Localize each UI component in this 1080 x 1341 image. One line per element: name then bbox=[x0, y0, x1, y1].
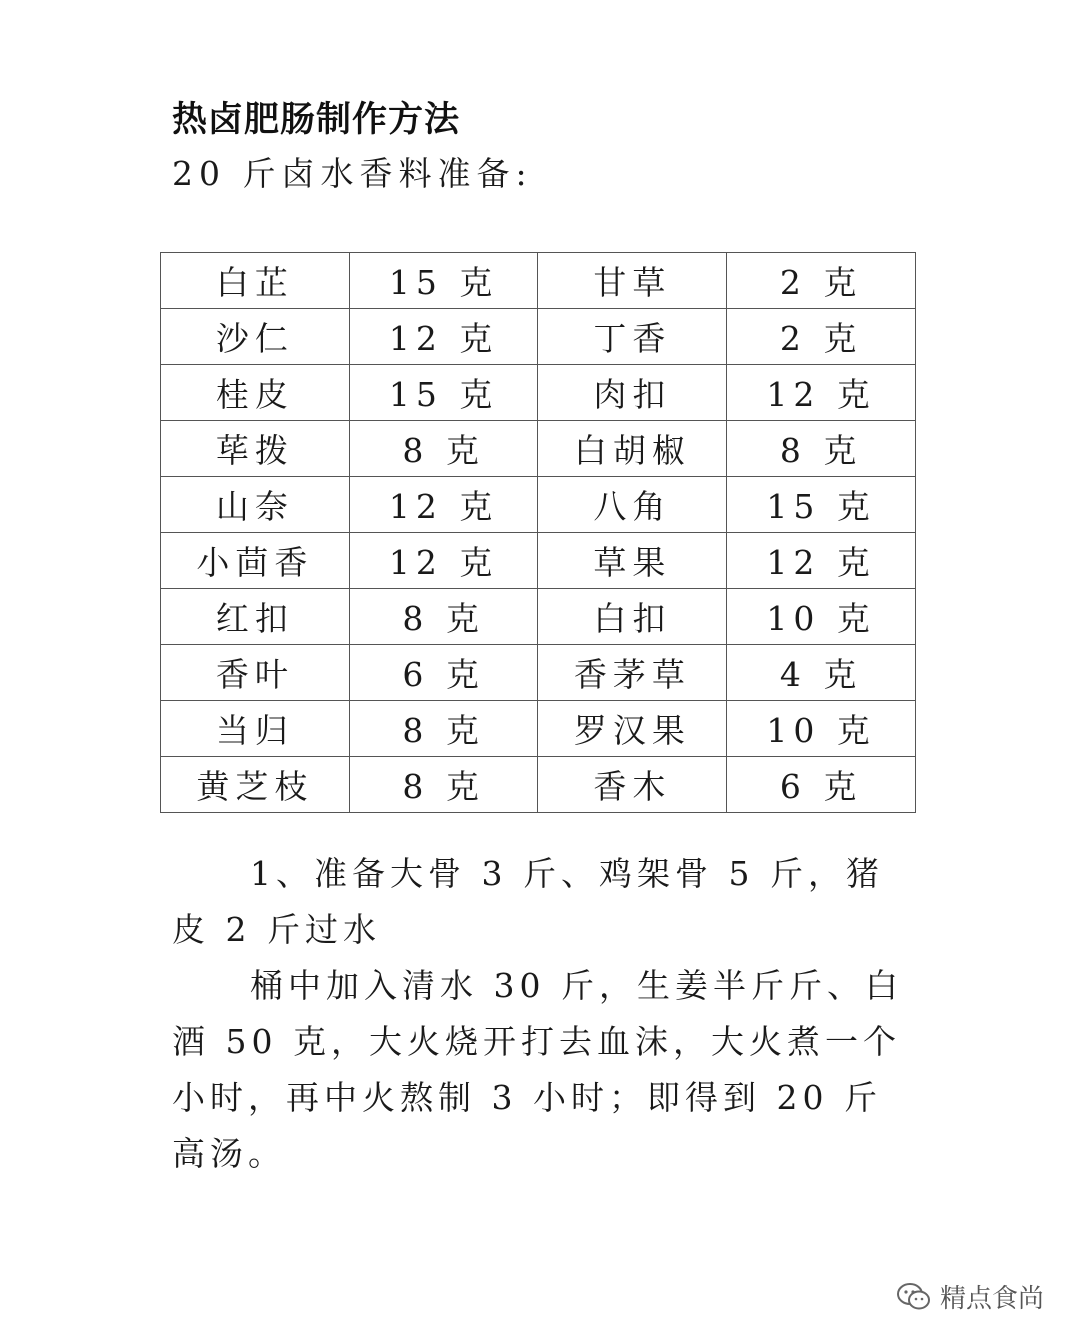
table-row bbox=[161, 701, 916, 757]
spice-name-cell: 白芷 bbox=[161, 253, 350, 309]
table-row bbox=[161, 757, 916, 813]
spice-amount-cell: 12 克 bbox=[349, 309, 538, 365]
spice-amount-cell: 4 克 bbox=[727, 645, 916, 701]
spice-name-cell: 小茴香 bbox=[161, 533, 350, 589]
spice-amount-cell: 10 克 bbox=[727, 589, 916, 645]
table-row bbox=[161, 589, 916, 645]
spice-name-cell: 八角 bbox=[538, 477, 727, 533]
spice-amount-cell: 8 克 bbox=[349, 421, 538, 477]
table-row bbox=[161, 421, 916, 477]
spice-name-cell: 荜拨 bbox=[161, 421, 350, 477]
spice-name-cell: 红扣 bbox=[161, 589, 350, 645]
spice-amount-cell: 15 克 bbox=[727, 477, 916, 533]
table-row bbox=[161, 645, 916, 701]
spice-amount-cell: 15 克 bbox=[349, 365, 538, 421]
watermark bbox=[896, 1278, 1044, 1315]
spice-amount-cell: 2 克 bbox=[727, 253, 916, 309]
watermark-text: 精点食尚 bbox=[940, 1284, 1045, 1314]
spice-amount-cell: 6 克 bbox=[727, 757, 916, 813]
spice-amount-cell: 12 克 bbox=[727, 365, 916, 421]
spice-name-cell: 香叶 bbox=[161, 645, 350, 701]
spice-table-body bbox=[161, 253, 916, 813]
spice-name-cell: 山奈 bbox=[161, 477, 350, 533]
spice-amount-cell: 6 克 bbox=[349, 645, 538, 701]
spice-amount-cell: 12 克 bbox=[727, 533, 916, 589]
spice-name-cell: 香茅草 bbox=[538, 645, 727, 701]
spice-name-cell: 沙仁 bbox=[161, 309, 350, 365]
spice-amount-cell: 8 克 bbox=[349, 589, 538, 645]
spice-amount-cell: 2 克 bbox=[727, 309, 916, 365]
spice-name-cell: 丁香 bbox=[538, 309, 727, 365]
spice-amount-cell: 12 克 bbox=[349, 533, 538, 589]
spice-amount-cell: 8 克 bbox=[727, 421, 916, 477]
document-title: 热卤肥肠制作方法 bbox=[172, 100, 461, 140]
table-row bbox=[161, 533, 916, 589]
spice-name-cell: 白胡椒 bbox=[538, 421, 727, 477]
table-row bbox=[161, 477, 916, 533]
wechat-icon bbox=[896, 1282, 932, 1312]
spice-amount-cell: 12 克 bbox=[349, 477, 538, 533]
spice-amount-cell: 15 克 bbox=[349, 253, 538, 309]
paragraph-step-1: 1、准备大骨 3 斤、鸡架骨 5 斤，猪皮 2 斤过水 bbox=[172, 854, 884, 949]
spice-table bbox=[160, 252, 916, 813]
spice-amount-cell: 10 克 bbox=[727, 701, 916, 757]
spice-amount-cell: 8 克 bbox=[349, 701, 538, 757]
spice-name-cell: 黄芝枝 bbox=[161, 757, 350, 813]
spice-name-cell: 甘草 bbox=[538, 253, 727, 309]
spice-name-cell: 肉扣 bbox=[538, 365, 727, 421]
document-subtitle: 20 斤卤水香料准备: bbox=[172, 154, 533, 193]
table-row bbox=[161, 253, 916, 309]
spice-name-cell: 罗汉果 bbox=[538, 701, 727, 757]
spice-name-cell: 桂皮 bbox=[161, 365, 350, 421]
paragraph-step-2: 桶中加入清水 30 斤，生姜半斤斤、白酒 50 克，大火烧开打去血沫，大火煮一个小时，再中火熬制 3 小时；即得到 20 斤高汤。 bbox=[172, 966, 903, 1173]
table-row bbox=[161, 309, 916, 365]
spice-name-cell: 白扣 bbox=[538, 589, 727, 645]
spice-amount-cell: 8 克 bbox=[349, 757, 538, 813]
spice-name-cell: 香木 bbox=[538, 757, 727, 813]
table-row bbox=[161, 365, 916, 421]
spice-name-cell: 当归 bbox=[161, 701, 350, 757]
spice-name-cell: 草果 bbox=[538, 533, 727, 589]
